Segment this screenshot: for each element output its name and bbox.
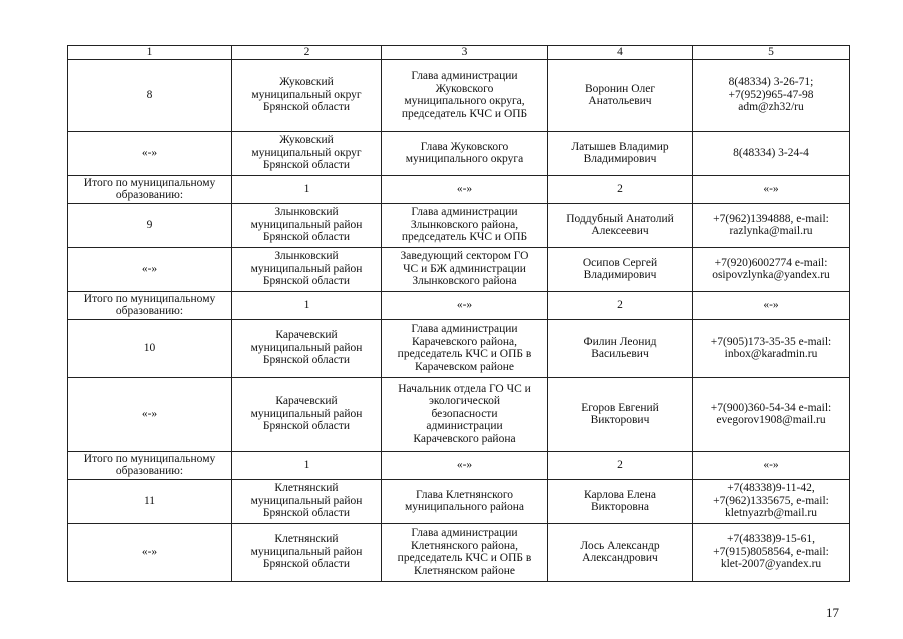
name-cell: Филин Леонид Васильевич: [548, 319, 693, 377]
row-number-cell: «-»: [68, 523, 232, 581]
table-row: [68, 131, 850, 175]
contacts-cell: +7(48338)9-15-61, +7(915)8058564, e-mail: klet-2007@yandex.ru: [693, 523, 850, 581]
municipality-cell: Клетнянский муниципальный район Брянской области: [232, 479, 382, 523]
column-number-row: [68, 46, 850, 60]
total-count-cell: 1: [232, 451, 382, 479]
name-cell: Латышев Владимир Владимирович: [548, 131, 693, 175]
column-number: 2: [232, 46, 382, 60]
name-cell: Карлова Елена Викторовна: [548, 479, 693, 523]
position-cell: Заведующий сектором ГО ЧС и БЖ администрации Злынковского района: [382, 247, 548, 291]
total-row: [68, 175, 850, 203]
name-cell: Поддубный Анатолий Алексеевич: [548, 203, 693, 247]
name-cell: Егоров Евгений Викторович: [548, 377, 693, 451]
municipality-cell: Злынковский муниципальный район Брянской области: [232, 203, 382, 247]
row-number-cell: «-»: [68, 131, 232, 175]
table-row: [68, 247, 850, 291]
table-body: [68, 59, 850, 581]
total-persons-cell: 2: [548, 291, 693, 319]
position-cell: Глава администрации Жуковского муниципального округа, председатель КЧС и ОПБ: [382, 59, 548, 131]
position-cell: Глава Жуковского муниципального округа: [382, 131, 548, 175]
row-number-cell: «-»: [68, 377, 232, 451]
municipality-cell: Карачевский муниципальный район Брянской области: [232, 319, 382, 377]
total-contacts-cell: «-»: [693, 175, 850, 203]
total-row: [68, 451, 850, 479]
total-count-cell: 1: [232, 175, 382, 203]
column-number: 4: [548, 46, 693, 60]
row-number-cell: 10: [68, 319, 232, 377]
contacts-cell: +7(905)173-35-35 e-mail: inbox@karadmin.ru: [693, 319, 850, 377]
table-row: [68, 59, 850, 131]
document-table-container: [67, 45, 849, 582]
total-persons-cell: 2: [548, 175, 693, 203]
contacts-cell: 8(48334) 3-26-71; +7(952)965-47-98 adm@zh32/ru: [693, 59, 850, 131]
row-number-cell: 11: [68, 479, 232, 523]
name-cell: Осипов Сергей Владимирович: [548, 247, 693, 291]
row-number-cell: 9: [68, 203, 232, 247]
municipality-cell: Злынковский муниципальный район Брянской области: [232, 247, 382, 291]
table-row: [68, 319, 850, 377]
position-cell: Глава администрации Карачевского района, председатель КЧС и ОПБ в Карачевском районе: [382, 319, 548, 377]
total-label-cell: Итого по муниципальному образованию:: [68, 175, 232, 203]
municipality-cell: Клетнянский муниципальный район Брянской области: [232, 523, 382, 581]
position-cell: Глава Клетнянского муниципального района: [382, 479, 548, 523]
contacts-table: [67, 45, 850, 582]
table-row: [68, 523, 850, 581]
total-label-cell: Итого по муниципальному образованию:: [68, 291, 232, 319]
contacts-cell: +7(900)360-54-34 e-mail: evegorov1908@mail.ru: [693, 377, 850, 451]
position-cell: Глава администрации Злынковского района, председатель КЧС и ОПБ: [382, 203, 548, 247]
table-row: [68, 203, 850, 247]
page-number: 17: [826, 605, 839, 620]
total-position-cell: «-»: [382, 175, 548, 203]
column-number: 3: [382, 46, 548, 60]
total-contacts-cell: «-»: [693, 291, 850, 319]
total-position-cell: «-»: [382, 291, 548, 319]
contacts-cell: +7(962)1394888, e-mail: razlynka@mail.ru: [693, 203, 850, 247]
total-label-cell: Итого по муниципальному образованию:: [68, 451, 232, 479]
municipality-cell: Карачевский муниципальный район Брянской области: [232, 377, 382, 451]
row-number-cell: 8: [68, 59, 232, 131]
position-cell: Глава администрации Клетнянского района, председатель КЧС и ОПБ в Клетнянском районе: [382, 523, 548, 581]
contacts-cell: 8(48334) 3-24-4: [693, 131, 850, 175]
total-row: [68, 291, 850, 319]
total-contacts-cell: «-»: [693, 451, 850, 479]
total-count-cell: 1: [232, 291, 382, 319]
name-cell: Лось Александр Александрович: [548, 523, 693, 581]
contacts-cell: +7(48338)9-11-42, +7(962)1335675, e-mail: kletnyazrb@mail.ru: [693, 479, 850, 523]
table-row: [68, 479, 850, 523]
total-position-cell: «-»: [382, 451, 548, 479]
column-number: 1: [68, 46, 232, 60]
municipality-cell: Жуковский муниципальный округ Брянской области: [232, 131, 382, 175]
municipality-cell: Жуковский муниципальный округ Брянской области: [232, 59, 382, 131]
column-number: 5: [693, 46, 850, 60]
position-cell: Начальник отдела ГО ЧС и экологической безопасности администрации Карачевского района: [382, 377, 548, 451]
total-persons-cell: 2: [548, 451, 693, 479]
row-number-cell: «-»: [68, 247, 232, 291]
table-row: [68, 377, 850, 451]
contacts-cell: +7(920)6002774 e-mail: osipovzlynka@yandex.ru: [693, 247, 850, 291]
name-cell: Воронин Олег Анатольевич: [548, 59, 693, 131]
